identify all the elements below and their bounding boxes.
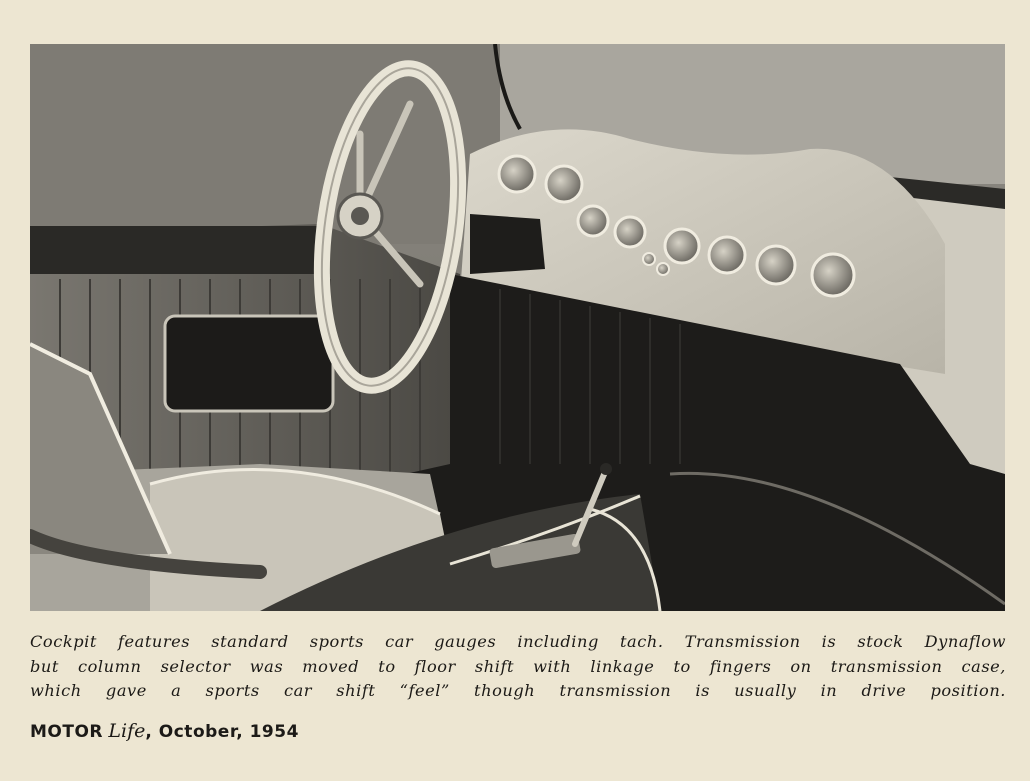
cockpit-photo-illustration <box>30 44 1005 611</box>
photo-caption <box>30 630 1006 704</box>
publication-name: MOTOR <box>30 722 104 742</box>
publication-credit <box>30 720 299 742</box>
publication-date: , October, 1954 <box>145 722 299 742</box>
caption-line-1: Cockpit features standard sports car gauges including tach. Transmission is stock Dynaflow <box>30 632 1006 651</box>
caption-line-3: which gave a sports car shift “feel” though transmission is usually in drive position. <box>30 681 1006 700</box>
caption-line-2: but column selector was moved to floor shift with linkage to fingers on transmission case, <box>30 656 1006 676</box>
publication-name-italic: Life <box>108 720 146 742</box>
cockpit-photo <box>30 44 1005 611</box>
